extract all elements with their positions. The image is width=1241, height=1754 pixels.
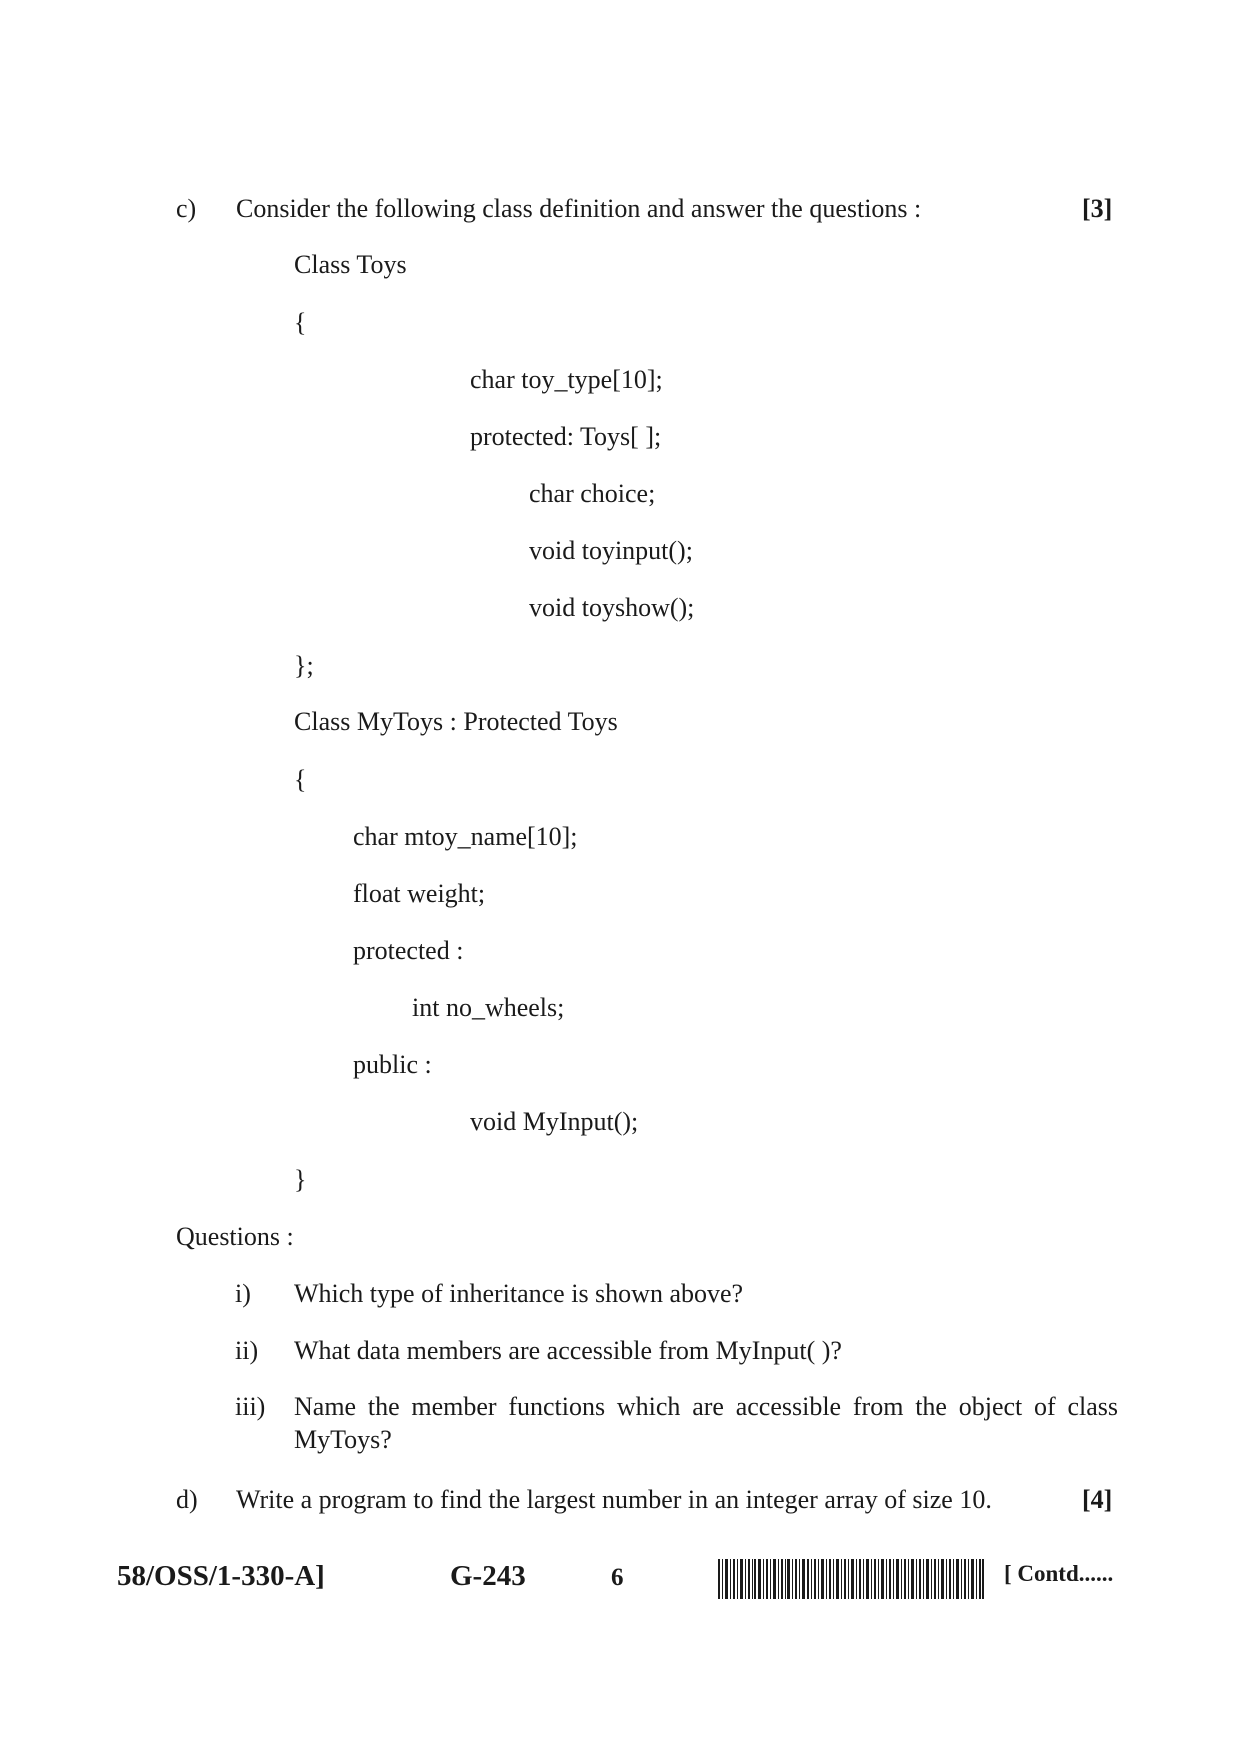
code-line: void MyInput(); xyxy=(470,1107,639,1136)
code-line: }; xyxy=(294,651,314,680)
page-number: 6 xyxy=(611,1564,624,1591)
code-line: { xyxy=(294,308,307,337)
code-line: protected : xyxy=(353,936,464,965)
paper-code: 58/OSS/1-330-A] xyxy=(117,1560,325,1592)
question-number: ii) xyxy=(235,1336,259,1365)
question-text: Name the member functions which are accessible from the object of class MyToys? xyxy=(294,1392,1118,1454)
code-line: protected: Toys[ ]; xyxy=(470,422,662,451)
question-number: iii) xyxy=(235,1392,266,1421)
code-line: { xyxy=(294,765,307,794)
series-code: G-243 xyxy=(450,1560,526,1592)
continued-label: [ Contd...... xyxy=(1004,1561,1114,1586)
code-line: int no_wheels; xyxy=(412,993,565,1022)
question-text: Which type of inheritance is shown above? xyxy=(294,1279,744,1308)
code-line: public : xyxy=(353,1050,432,1079)
barcode-image xyxy=(718,1559,984,1599)
question-d-label: d) xyxy=(176,1485,198,1514)
question-d-prompt: Write a program to find the largest number in an integer array of size 10. xyxy=(236,1485,992,1514)
code-line: void toyshow(); xyxy=(529,593,695,622)
question-d-marks: [4] xyxy=(1082,1485,1113,1514)
question-c-label: c) xyxy=(176,194,197,223)
code-line: void toyinput(); xyxy=(529,536,693,565)
code-line: char mtoy_name[10]; xyxy=(353,822,578,851)
question-text: What data members are accessible from MyInput( )? xyxy=(294,1336,842,1365)
code-line: Class MyToys : Protected Toys xyxy=(294,707,618,736)
code-line: } xyxy=(294,1165,307,1194)
question-c-prompt: Consider the following class definition and answer the questions : xyxy=(236,194,922,223)
code-line: float weight; xyxy=(353,879,486,908)
questions-heading: Questions : xyxy=(176,1222,294,1251)
question-number: i) xyxy=(235,1279,251,1308)
code-line: char toy_type[10]; xyxy=(470,365,663,394)
code-line: Class Toys xyxy=(294,250,407,279)
question-c-marks: [3] xyxy=(1082,194,1113,223)
code-line: char choice; xyxy=(529,479,656,508)
